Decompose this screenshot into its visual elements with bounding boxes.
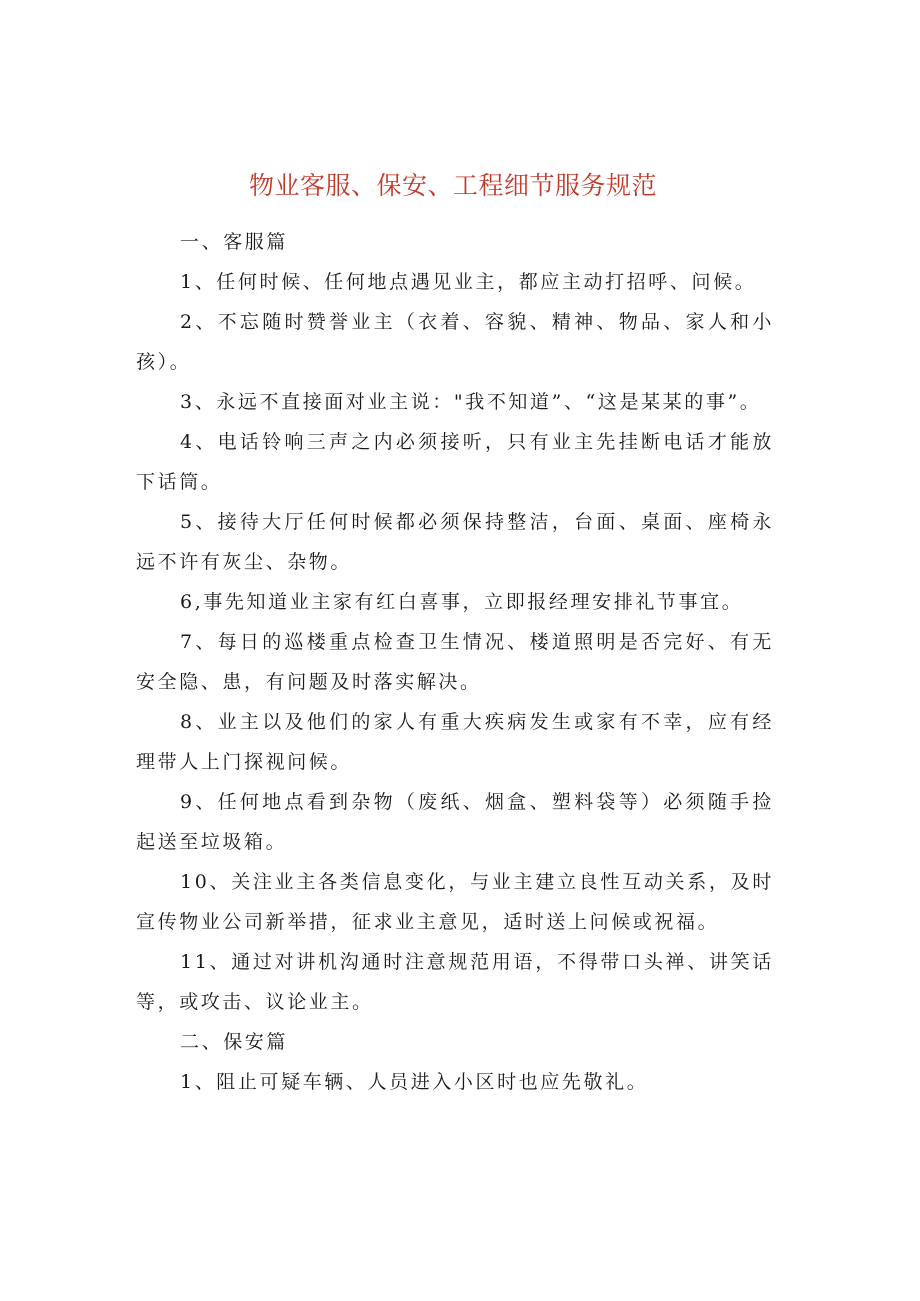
paragraph-cs-10: 10、关注业主各类信息变化，与业主建立良性互动关系，及时宣传物业公司新举措，征求业主意见，适时送上问候或祝福。 xyxy=(136,871,774,933)
paragraph-sec-1: 1、阻止可疑车辆、人员进入小区时也应先敬礼。 xyxy=(180,1071,649,1093)
paragraph-cs-1: 1、任何时候、任何地点遇见业主，都应主动打招呼、问候。 xyxy=(180,271,757,293)
paragraph-cs-4: 4、电话铃响三声之内必须接听，只有业主先挂断电话才能放下话筒。 xyxy=(136,431,774,493)
paragraph-cs-5: 5、接待大厅任何时候都必须保持整洁，台面、桌面、座椅永远不许有灰尘、杂物。 xyxy=(136,511,774,573)
paragraph-cs-6: 6,事先知道业主家有红白喜事，立即报经理安排礼节事宜。 xyxy=(180,591,744,613)
paragraph-cs-11: 11、通过对讲机沟通时注意规范用语，不得带口头禅、讲笑话等，或攻击、议论业主。 xyxy=(136,951,774,1013)
document-body xyxy=(136,222,774,1102)
paragraph-cs-9: 9、任何地点看到杂物（废纸、烟盒、塑料袋等）必须随手捡起送至垃圾箱。 xyxy=(136,791,774,853)
paragraph-cs-8: 8、业主以及他们的家人有重大疾病发生或家有不幸，应有经理带人上门探视问候。 xyxy=(136,711,774,773)
paragraph-cs-7: 7、每日的巡楼重点检查卫生情况、楼道照明是否完好、有无安全隐、患，有问题及时落实解决。 xyxy=(136,631,774,693)
document-title: 物业客服、保安、工程细节服务规范 xyxy=(248,171,657,200)
paragraph-cs-2: 2、不忘随时赞誉业主（衣着、容貌、精神、物品、家人和小孩）。 xyxy=(136,311,774,373)
section-heading-security: 二、保安篇 xyxy=(180,1031,289,1053)
paragraph-cs-3: 3、永远不直接面对业主说："我不知道”、“这是某某的事”。 xyxy=(180,391,762,413)
section-heading-customer-service: 一、客服篇 xyxy=(180,231,289,253)
